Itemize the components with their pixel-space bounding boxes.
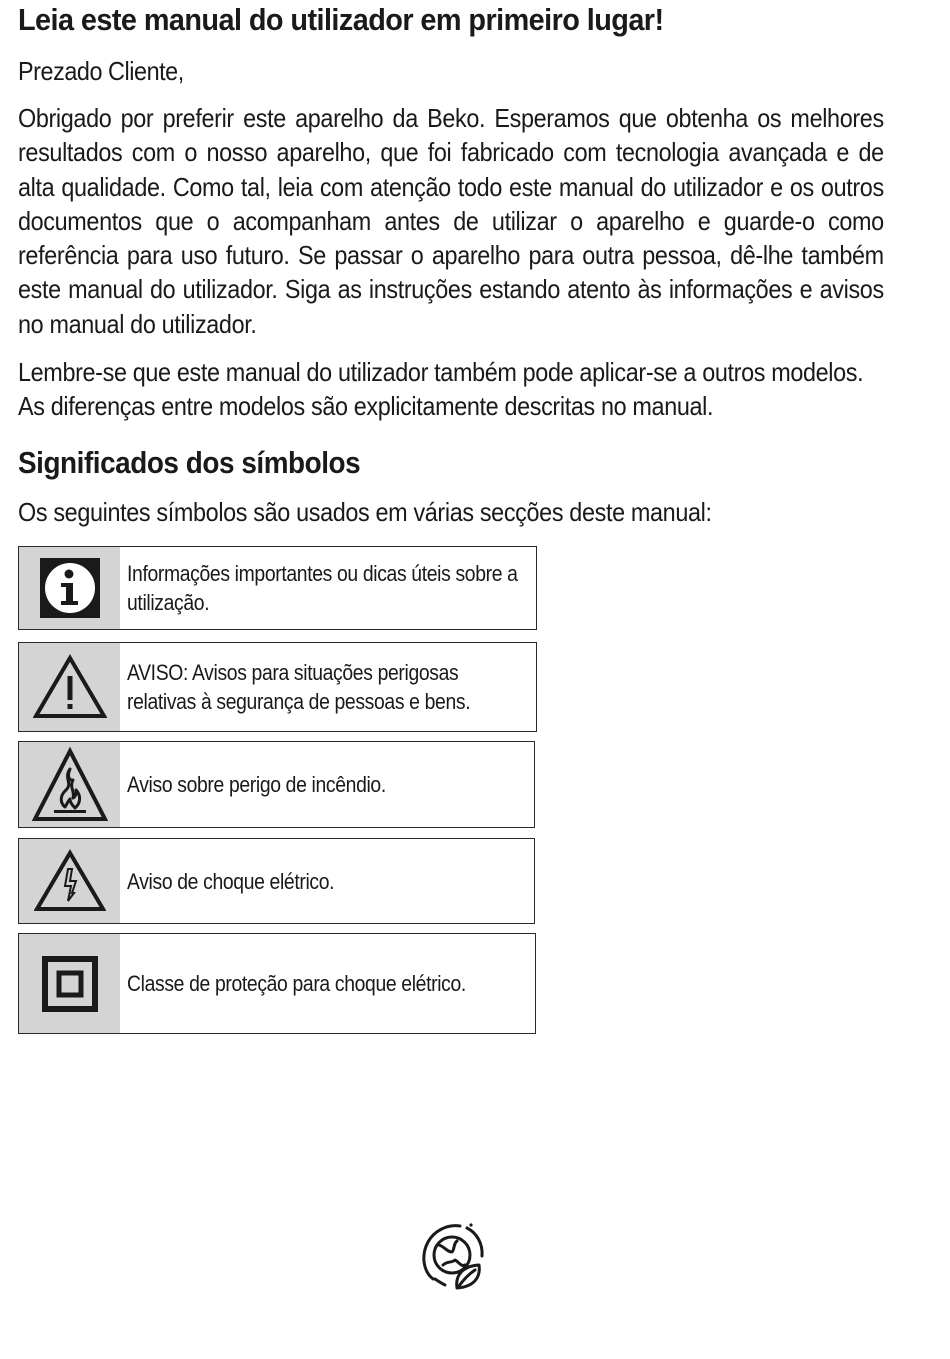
symbol-description: AVISO: Avisos para situações perigosas relativas à segurança de pessoas e bens. [127, 660, 471, 714]
models-note-paragraph: Lembre-se que este manual do utilizador também pode aplicar-se a outros modelos. As diferenças entre modelos são explicitamente descritas no manual. [18, 357, 864, 422]
symbols-section-title: Significados dos símbolos [18, 445, 361, 480]
eco-globe-leaf-icon [419, 1219, 489, 1293]
symbol-description: Classe de proteção para choque elétrico. [127, 971, 466, 996]
greeting: Prezado Cliente, [18, 56, 184, 86]
symbol-description: Aviso de choque elétrico. [127, 868, 335, 894]
fire-hazard-icon [19, 742, 120, 827]
symbol-row-warning [18, 642, 537, 732]
info-icon [19, 547, 120, 629]
protection-class-icon [19, 934, 120, 1033]
symbol-row-protection-class [18, 933, 536, 1034]
intro-paragraph: Obrigado por preferir este aparelho da Beko. Esperamos que obtenha os melhores resultados com o nosso aparelho, que foi fabricado com tecnologia avançada e de alta qualidade. Como tal, leia com atenção todo este manual do utilizador e os outros documentos que o acompanham antes de utilizar o aparelho e guarde-o como referência para uso futuro. Se passar o aparelho para outra pessoa, dê-lhe também este manual do utilizador. Siga as instruções estando atento às informações e avisos no manual do utilizador. [18, 103, 884, 339]
symbol-row-fire [18, 741, 535, 828]
symbol-description: Aviso sobre perigo de incêndio. [127, 772, 386, 797]
symbol-row-electric [18, 838, 535, 924]
symbols-intro: Os seguintes símbolos são usados em várias secções deste manual: [18, 497, 712, 527]
electric-shock-icon [19, 839, 120, 923]
warning-icon [19, 643, 120, 731]
symbol-row-info [18, 546, 537, 630]
symbol-description: Informações importantes ou dicas úteis sobre a utilização. [127, 561, 518, 615]
page-title: Leia este manual do utilizador em primeiro lugar! [18, 2, 664, 37]
